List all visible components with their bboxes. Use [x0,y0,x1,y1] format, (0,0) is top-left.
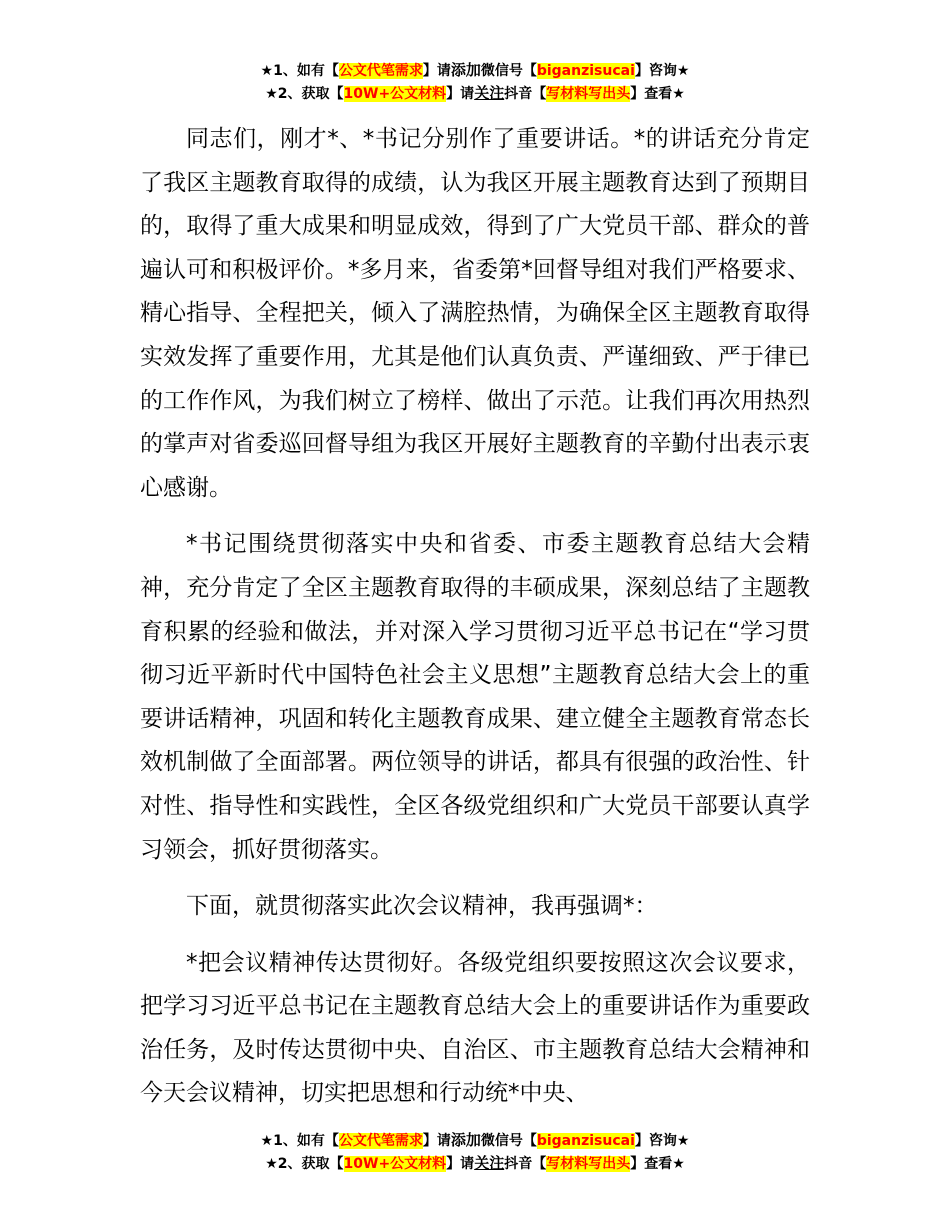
highlight-service: 公文代笔需求 [338,1133,423,1149]
highlight-douyin-id: 写材料写出头 [546,86,631,102]
banner-text: ★1、如有【 [260,63,339,79]
footer-banner [0,1129,950,1175]
banner-text: 抖音【 [504,1156,547,1172]
highlight-wechat-id: biganzisucai [536,63,635,79]
banner-line-2 [0,82,950,105]
banner-text: 】咨询★ [634,63,690,79]
header-banner [0,59,950,105]
document-body [140,118,810,1129]
banner-emphasis: 关注 [474,84,505,102]
body-paragraph: *把会议精神传达贯彻好。各级党组织要按照这次会议要求，把学习习近平总书记在主题教育总结大会上的重要讲话作为重要政治任务，及时传达贯彻中央、自治区、市主题教育总结大会精神和今天会议精神，切实把思想和行动统*中央、 [140,949,810,1107]
banner-text: 】请 [446,86,475,102]
body-paragraph: *书记围绕贯彻落实中央和省委、市委主题教育总结大会精神，充分肯定了全区主题教育取得的丰硕成果，深刻总结了主题教育积累的经验和做法，并对深入学习贯彻习近平总书记在“学习贯彻习近平新时代中国特色社会主义思想”主题教育总结大会上的重要讲话精神，巩固和转化主题教育成果、建立健全主题教育常态长效机制做了全面部署。两位领导的讲话，都具有很强的政治性、针对性、指导性和实践性，全区各级党组织和广大党员干部要认真学习领会，抓好贯彻落实。 [140,531,810,863]
banner-emphasis: 关注 [474,1154,505,1172]
highlight-service: 公文代笔需求 [338,63,423,79]
banner-text: 微信号【 [480,1133,537,1149]
banner-emphasis: 添加 [450,61,481,79]
banner-text: 抖音【 [504,86,547,102]
banner-text: 】请 [446,1156,475,1172]
banner-text: 】查看★ [630,1156,685,1172]
highlight-wechat-id: biganzisucai [536,1133,635,1149]
banner-text: ★1、如有【 [260,1133,339,1149]
banner-line-1 [0,1129,950,1152]
banner-text: 】查看★ [630,86,685,102]
highlight-materials: 10W+公文材料 [343,86,447,102]
banner-text: 】请 [422,63,451,79]
body-paragraph: 同志们，刚才*、*书记分别作了重要讲话。*的讲话充分肯定了我区主题教育取得的成绩，认为我区开展主题教育达到了预期目的，取得了重大成果和明显成效，得到了广大党员干部、群众的普遍认可和积极评价。*多月来，省委第*回督导组对我们严格要求、精心指导、全程把关，倾入了满腔热情，为确保全区主题教育取得实效发挥了重要作用，尤其是他们认真负责、严谨细致、严于律已的工作作风，为我们树立了榜样、做出了示范。让我们再次用热烈的掌声对省委巡回督导组为我区开展好主题教育的辛勤付出表示衷心感谢。 [140,126,810,501]
banner-line-2 [0,1152,950,1175]
banner-line-1 [0,59,950,82]
banner-text: ★2、获取【 [265,86,344,102]
highlight-douyin-id: 写材料写出头 [546,1156,631,1172]
banner-text: ★2、获取【 [265,1156,344,1172]
banner-text: 】请 [422,1133,451,1149]
banner-text: 微信号【 [480,63,537,79]
body-paragraph: 下面，就贯彻落实此次会议精神，我再强调*： [186,893,658,920]
banner-emphasis: 添加 [450,1131,481,1149]
banner-text: 】咨询★ [634,1133,690,1149]
highlight-materials: 10W+公文材料 [343,1156,447,1172]
